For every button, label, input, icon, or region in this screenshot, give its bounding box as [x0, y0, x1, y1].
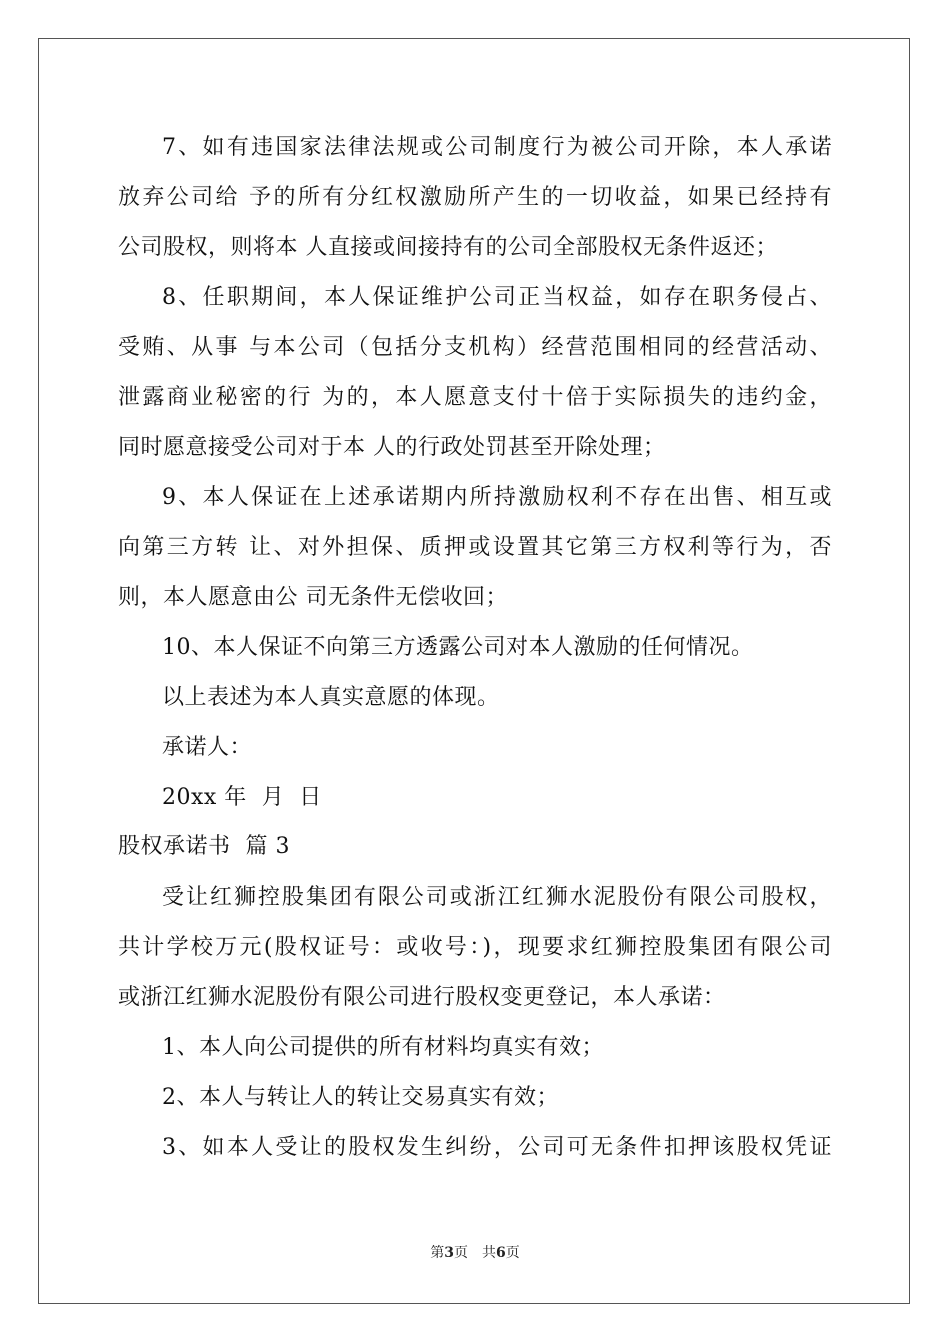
page-separator: 页 共 — [454, 1245, 496, 1261]
paragraph-7-line-1: 7、如有违国家法律法规或公司制度行为被公司开除，本人承诺 — [162, 135, 832, 160]
total-page-number: 6 — [496, 1245, 506, 1261]
page-prefix: 第 — [430, 1245, 445, 1261]
commitment-item-1: 1、本人向公司提供的所有材料均真实有效； — [162, 1035, 604, 1060]
current-page-number: 3 — [444, 1245, 454, 1261]
paragraph-9-line-3: 则，本人愿意由公 司无条件无偿收回； — [118, 585, 508, 610]
commitment-item-2: 2、本人与转让人的转让交易真实有效； — [162, 1085, 559, 1110]
promisor-label: 承诺人： — [162, 735, 253, 760]
section-heading: 股权承诺书 篇 3 — [118, 834, 290, 859]
transfer-paragraph-line-3: 或浙江红狮水泥股份有限公司进行股权变更登记，本人承诺： — [118, 985, 726, 1010]
paragraph-8-line-4: 同时愿意接受公司对于本 人的行政处罚甚至开除处理； — [118, 435, 666, 460]
paragraph-7-line-2: 放弃公司给 予的所有分红权激励所产生的一切收益，如果已经持有 — [118, 185, 832, 210]
paragraph-7-line-3: 公司股权，则将本 人直接或间接持有的公司全部股权无条件返还； — [118, 235, 778, 260]
transfer-paragraph-line-1: 受让红狮控股集团有限公司或浙江红狮水泥股份有限公司股权， — [162, 885, 832, 910]
paragraph-8-line-2: 受贿、从事 与本公司（包括分支机构）经营范围相同的经营活动、 — [118, 335, 832, 360]
paragraph-8-line-3: 泄露商业秘密的行 为的，本人愿意支付十倍于实际损失的违约金， — [118, 385, 832, 410]
paragraph-9-line-1: 9、本人保证在上述承诺期内所持激励权利不存在出售、相互或 — [162, 485, 832, 510]
page-frame — [38, 38, 910, 1304]
paragraph-8-line-1: 8、任职期间，本人保证维护公司正当权益，如存在职务侵占、 — [162, 285, 832, 310]
paragraph-9-line-2: 向第三方转 让、对外担保、质押或设置其它第三方权利等行为，否 — [118, 535, 832, 560]
date-line: 20xx 年 月 日 — [162, 785, 322, 810]
paragraph-10: 10、本人保证不向第三方透露公司对本人激励的任何情况。 — [162, 635, 754, 660]
commitment-item-3: 3、如本人受让的股权发生纠纷，公司可无条件扣押该股权凭证 — [162, 1135, 832, 1160]
transfer-paragraph-line-2: 共计学校万元(股权证号：或收号：)，现要求红狮控股集团有限公司 — [118, 935, 832, 960]
page-number-footer — [0, 1243, 950, 1263]
page-suffix: 页 — [505, 1245, 520, 1261]
statement-line: 以上表述为本人真实意愿的体现。 — [162, 685, 500, 710]
